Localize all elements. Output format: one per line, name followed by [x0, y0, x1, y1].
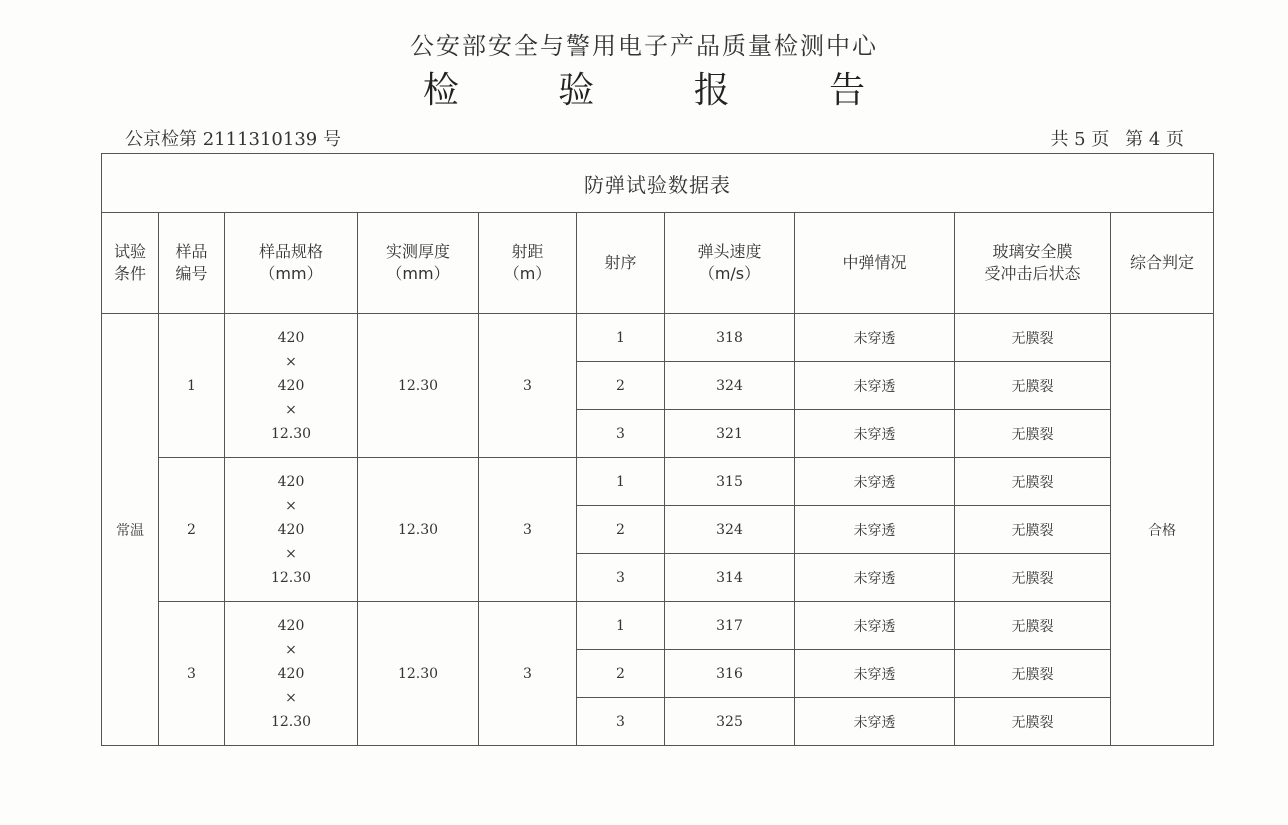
- distance-cell: 3: [479, 602, 577, 746]
- impact-result-cell: 未穿透: [795, 602, 955, 650]
- current-page: 第 4 页: [1125, 129, 1184, 150]
- column-header: [577, 213, 665, 314]
- shot-seq-cell: 3: [577, 698, 665, 746]
- film-state-cell: 无膜裂: [955, 650, 1111, 698]
- column-header-line: 综合判定: [1130, 253, 1195, 272]
- sample-spec-line: 420: [277, 521, 305, 538]
- shot-seq-cell: 2: [577, 506, 665, 554]
- shot-seq-cell: 2: [577, 362, 665, 410]
- column-header-line: （mm）: [259, 264, 323, 283]
- velocity-cell: 324: [665, 362, 795, 410]
- column-header-line: （mm）: [386, 264, 450, 283]
- thickness-cell: 12.30: [358, 314, 479, 458]
- column-header-line: 试验: [113, 242, 146, 261]
- shot-seq-cell: 3: [577, 410, 665, 458]
- column-header: [225, 213, 358, 314]
- sample-spec-line: 420: [277, 473, 305, 490]
- impact-result-cell: 未穿透: [795, 554, 955, 602]
- sample-spec-cell: [225, 602, 358, 746]
- thickness-cell: 12.30: [358, 602, 479, 746]
- film-state-cell: 无膜裂: [955, 698, 1111, 746]
- impact-result-cell: 未穿透: [795, 650, 955, 698]
- impact-result-cell: 未穿透: [795, 362, 955, 410]
- impact-result-cell: 未穿透: [795, 458, 955, 506]
- velocity-cell: 324: [665, 506, 795, 554]
- sample-spec-line: 420: [277, 665, 305, 682]
- column-header: [479, 213, 577, 314]
- impact-result-cell: 未穿透: [795, 698, 955, 746]
- velocity-cell: 325: [665, 698, 795, 746]
- impact-result-cell: 未穿透: [795, 506, 955, 554]
- sample-spec-line: ×: [285, 545, 297, 562]
- column-header: [358, 213, 479, 314]
- column-header-line: （m/s）: [698, 264, 761, 283]
- test-condition-cell: 常温: [102, 314, 159, 746]
- sample-spec-line: ×: [285, 353, 297, 370]
- column-header-line: 中弹情况: [842, 253, 907, 272]
- column-header-line: 射序: [604, 253, 637, 272]
- column-header-line: 样品: [175, 242, 208, 261]
- distance-cell: 3: [479, 458, 577, 602]
- distance-cell: 3: [479, 314, 577, 458]
- sample-spec-line: 12.30: [270, 713, 312, 730]
- sample-id-cell: 1: [159, 314, 225, 458]
- sample-spec-line: 12.30: [270, 569, 312, 586]
- film-state-cell: 无膜裂: [955, 458, 1111, 506]
- table-body: [102, 314, 1214, 746]
- shot-seq-cell: 1: [577, 314, 665, 362]
- velocity-cell: 316: [665, 650, 795, 698]
- sample-id-cell: 2: [159, 458, 225, 602]
- shot-seq-cell: 1: [577, 458, 665, 506]
- sample-spec-line: ×: [285, 497, 297, 514]
- column-header: [159, 213, 225, 314]
- film-state-cell: 无膜裂: [955, 602, 1111, 650]
- film-state-cell: 无膜裂: [955, 554, 1111, 602]
- sample-spec-line: ×: [285, 689, 297, 706]
- column-header-line: 玻璃安全膜: [992, 242, 1073, 261]
- sample-spec-line: ×: [285, 641, 297, 658]
- report-number: 公京检第 2111310139 号: [125, 129, 341, 150]
- page-info: [1040, 125, 1184, 151]
- impact-result-cell: 未穿透: [795, 410, 955, 458]
- column-header-line: 样品规格: [258, 242, 323, 261]
- column-header: [1111, 213, 1214, 314]
- sample-spec-line: 420: [277, 617, 305, 634]
- shot-seq-cell: 2: [577, 650, 665, 698]
- verdict-cell: 合格: [1111, 314, 1214, 746]
- film-state-cell: 无膜裂: [955, 362, 1111, 410]
- sample-spec-cell: [225, 314, 358, 458]
- sample-spec-line: 420: [277, 377, 305, 394]
- sample-spec-cell: [225, 458, 358, 602]
- film-state-cell: 无膜裂: [955, 506, 1111, 554]
- table-caption: 防弹试验数据表: [102, 154, 1214, 213]
- impact-result-cell: 未穿透: [795, 314, 955, 362]
- shot-seq-cell: 3: [577, 554, 665, 602]
- column-header-line: 射距: [511, 242, 544, 261]
- table-row: [102, 602, 1214, 650]
- header-row: [102, 213, 1214, 314]
- column-header: [795, 213, 955, 314]
- organization-name: 公安部安全与警用电子产品质量检测中心: [410, 32, 878, 60]
- film-state-cell: 无膜裂: [955, 410, 1111, 458]
- sample-spec-line: 420: [277, 329, 305, 346]
- thickness-cell: 12.30: [358, 458, 479, 602]
- sample-id-cell: 3: [159, 602, 225, 746]
- velocity-cell: 314: [665, 554, 795, 602]
- column-header-line: 条件: [113, 264, 146, 283]
- column-header: [955, 213, 1111, 314]
- velocity-cell: 318: [665, 314, 795, 362]
- velocity-cell: 317: [665, 602, 795, 650]
- table-row: [102, 458, 1214, 506]
- velocity-cell: 315: [665, 458, 795, 506]
- sample-spec-line: ×: [285, 401, 297, 418]
- total-pages: 共 5 页: [1050, 129, 1110, 150]
- column-header-line: 实测厚度: [385, 242, 450, 261]
- column-header-line: （m）: [503, 264, 552, 283]
- film-state-cell: 无膜裂: [955, 314, 1111, 362]
- column-header-line: 弹头速度: [697, 242, 762, 261]
- column-header-line: 编号: [175, 264, 208, 283]
- sample-spec-line: 12.30: [270, 425, 312, 442]
- column-header: [102, 213, 159, 314]
- column-header: [665, 213, 795, 314]
- column-header-line: 受冲击后状态: [984, 264, 1081, 283]
- table-row: [102, 314, 1214, 362]
- report-title: 检 验 报 告: [422, 70, 910, 111]
- shot-seq-cell: 1: [577, 602, 665, 650]
- velocity-cell: 321: [665, 410, 795, 458]
- ballistic-test-table: [101, 153, 1214, 746]
